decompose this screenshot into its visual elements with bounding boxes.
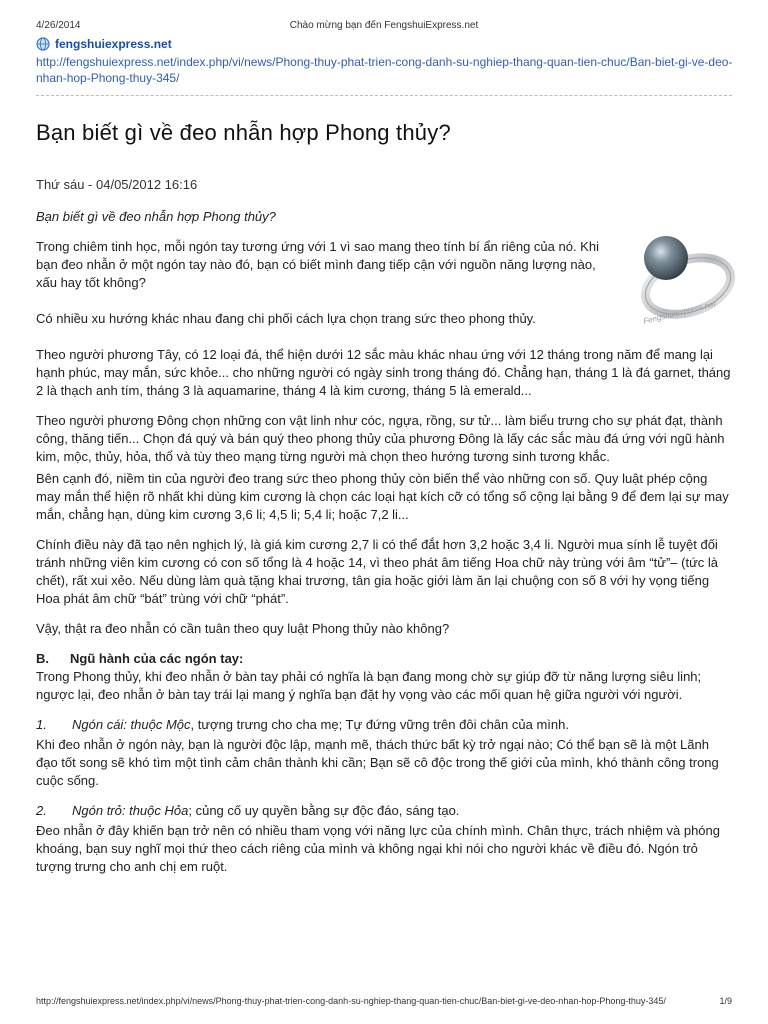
section-b-title: Ngũ hành của các ngón tay: [70,651,244,666]
paragraph-1: Trong chiêm tinh học, mỗi ngón tay tương ứng với 1 vì sao mang theo tính bí ẩn riêng của nó. Khi bạn đeo nhẫn ở một ngón tay nào đó, bạn có biết mình đang tiếp cận với nguồn năng lượng nào, xấu hay tốt không? [36,239,599,290]
list-item-1-text: Khi đeo nhẫn ở ngón này, bạn là người độc lập, mạnh mẽ, thách thức bất kỳ trở ngại nào; Có thể bạn sẽ là một Lãnh đạo tốt song sẽ khó tìm một tình cảm chân thành khi cần; Bạn sẽ cô độc trong thế giới của mình, khó thành công trong cuộc sống. [36,737,719,788]
section-b-number: B. [36,651,49,666]
paragraph-7: Vậy, thật ra đeo nhẫn có cần tuân theo quy luật Phong thủy nào không? [36,621,450,636]
globe-icon [36,37,50,51]
list-item-1-label: Ngón cái: thuộc Mộc [72,717,191,732]
list-item-2-rest: ; củng cố uy quyền bằng sự độc đáo, sáng tạo. [188,803,460,818]
list-item-2-number: 2. [36,803,47,818]
image-watermark: Fengshuiexpress.net [642,299,717,326]
paragraph-5: Bên cạnh đó, niềm tin của người đeo trang sức theo phong thủy còn biến thể vào những con số. Quy luật phép cộng may mắn thể hiện rõ nhất khi dùng kim cương là chọn các loại hạt kích cỡ có tổng số cộng lại bằng 9 để đem lại sự may mắn, chẳng hạn, dùng kim cương 3,6 li; 4,5 li; 5,4 li; hoặc 7,2 li... [36,471,729,522]
paragraph-3: Theo người phương Tây, có 12 loại đá, thể hiện dưới 12 sắc màu khác nhau ứng với 12 tháng trong năm để mang lại hạnh phúc, may mắn, sức khỏe... cho những người có ngày sinh trong tháng đó. Chẳng hạn, tháng 1 là đá garnet, tháng 2 là thạch anh tím, tháng 3 là aquamarine, tháng 4 là kim cương, tháng 5 là emerald... [36,347,731,398]
list-item-2-label: Ngón trỏ: thuộc Hỏa [72,803,189,818]
site-name-link[interactable]: fengshuiexpress.net [55,37,172,51]
list-item-1-rest: , tượng trưng cho cha mẹ; Tự đứng vững trên đôi chân của mình. [190,717,569,732]
list-item-2-text: Đeo nhẫn ở đây khiến bạn trở nên có nhiều tham vọng với năng lực của chính mình. Chân thực, trách nhiệm và phóng khoáng, bạn suy nghĩ mọi thứ theo cách riêng của mình và không ngại khi nói cho người khác về điều đó. Ngón trỏ tượng trưng cho anh chị em ruột. [36,823,720,874]
footer-url: http://fengshuiexpress.net/index.php/vi/news/Phong-thuy-phat-trien-cong-danh-su-nghiep-thang-quan-tien-chuc/Ban-biet-gi-ve-deo-nhan-hop-Phong-thuy-345/ [36,996,666,1006]
article-date: Thứ sáu - 04/05/2012 16:16 [36,177,198,192]
print-page-title: Chào mừng bạn đến FengshuiExpress.net [289,20,479,31]
list-item-1-number: 1. [36,717,47,732]
section-b-heading [36,650,732,668]
list-item-2-heading [36,802,732,820]
article-body [36,208,732,876]
page-number: 1/9 [719,996,732,1006]
paragraph-4: Theo người phương Đông chọn những con vật linh như cóc, ngựa, rồng, sư tử... làm biểu trưng cho sự phát đạt, thành công, thăng tiến... Chọn đá quý và bán quý theo phong thủy của phương Đông là lấy các sắc màu đá ứng với ngũ hành kim, mộc, thủy, hỏa, thổ và tùy theo mạng từng người mà chọn theo hướng tương sinh tương khắc. [36,413,725,464]
article-lead: Bạn biết gì về đeo nhẫn hợp Phong thủy? [36,209,276,224]
paragraph-2: Có nhiều xu hướng khác nhau đang chi phối cách lựa chọn trang sức theo phong thủy. [36,311,536,326]
article-url-link[interactable]: http://fengshuiexpress.net/index.php/vi/news/Phong-thuy-phat-trien-cong-danh-su-nghiep-thang-quan-tien-chuc/Ban-biet-gi-ve-deo-nhan-hop-Phong-thuy-345/ [36,55,733,85]
divider [36,95,732,96]
paragraph-8: Trong Phong thủy, khi đeo nhẫn ở bàn tay phải có nghĩa là bạn đang mong chờ sự giúp đỡ từ năng lượng siêu linh; ngược lại, đeo nhẫn ở bàn tay trái lại mang ý nghĩa bạn đặt hy vọng vào các mối quan hệ giữa người với người. [36,669,702,702]
list-item-1-heading [36,716,732,734]
paragraph-6: Chính điều này đã tạo nên nghịch lý, là giá kim cương 2,7 li có thể đắt hơn 3,2 hoặc 3,4 li. Người mua sính lễ tuyệt đối tránh những viên kim cương có con số tổng là 4 hoặc 14, vì theo phát âm tiếng Hoa chữ này trùng với âm “tử”– (tức là chết), rất xui xẻo. Nếu dùng làm quà tặng khai trương, tân gia hoặc giới làm ăn lại chuộng con số 8 với hy vọng tiếng Hoa phát âm chữ “bát” trùng với chữ “phát”. [36,537,719,606]
site-branding[interactable] [36,37,172,51]
article-title: Bạn biết gì về đeo nhẫn hợp Phong thủy? [36,120,451,145]
print-date: 4/26/2014 [36,20,81,31]
